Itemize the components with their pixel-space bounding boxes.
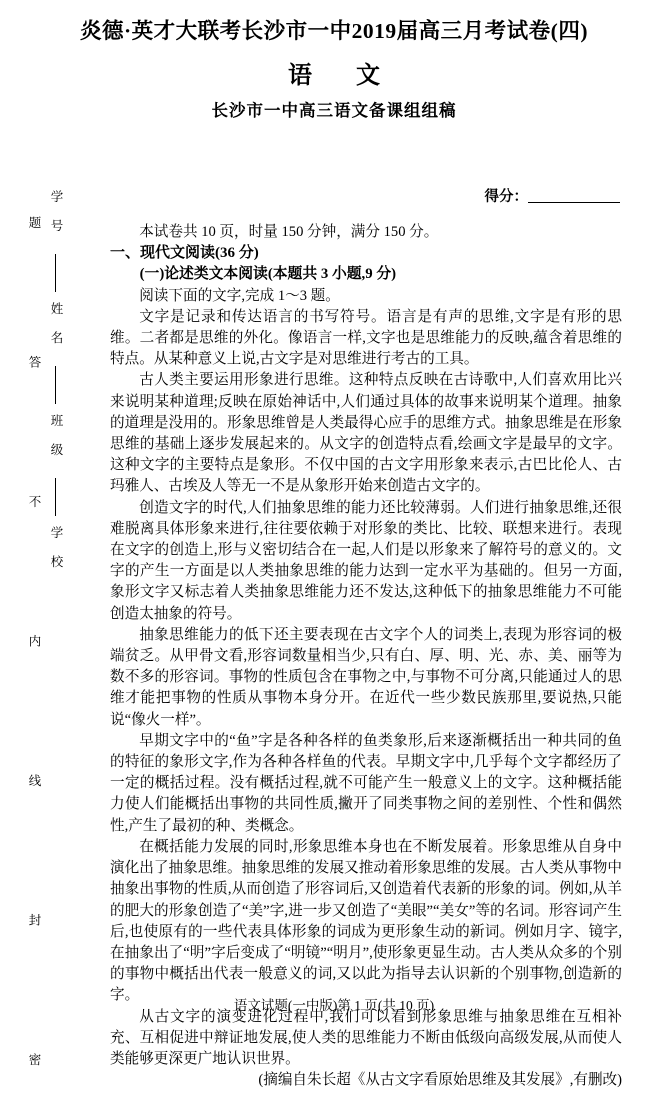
document-body bbox=[110, 222, 622, 1091]
instructions-line: 本试卷共 10 页，时量 150 分钟，满分 150 分。 bbox=[139, 224, 439, 240]
seal-field-xuexiao: 学 校 bbox=[49, 526, 63, 570]
seal-words: 题 答 不 内 线 封 密 bbox=[27, 216, 41, 1100]
seal-rule-1 bbox=[55, 254, 56, 292]
paragraph-6: 在概括能力发展的同时,形象思维本身也在不断发展着。形象思维从自身中演化出了抽象思维。抽象思维的发展又推动着形象思维的发展。古人类从事物中抽象出事物的性质,从而创造了形容词后,又创造着代表新的形象的词。例如,从羊的肥大的形象创造了“美”字,进一步又创造了“美眼”“美女”等的名词。形容词产生后,也使原有的一些代表具体形象的词成为更形象生动的新词。例如月字、镜字,在抽象出了“明”字后变成了“明镜”“明月”,使形象更显生动。古人类从众多的个别的事物中概括出代表一般意义的词,又以此为指导去认识新的个别事物,创造新的字。 bbox=[110, 838, 622, 1004]
paragraph-3: 创造文字的时代,人们抽象思维的能力还比较薄弱。人们进行抽象思维,还很难脱离具体形象来进行,往往要依赖于对形象的类比、比较、联想来进行。表现在文字的创造上,形与义密切结合在一起,人们是以形象来了解符号的意义的。文字的产生一方面是以人类抽象思维的能力达到一定水平为基础的。但另一方面,象形文字又标志着人类抽象思维能力还不发达,这种低下的抽象思维能力不可能创造太抽象的符号。 bbox=[110, 499, 622, 622]
section-heading-one: 一、现代文阅读(36 分) bbox=[110, 245, 259, 262]
subject-title: 语 文 bbox=[288, 63, 390, 89]
paragraph-2: 古人类主要运用形象进行思维。这种特点反映在古诗歌中,人们喜欢用比兴来说明某种道理;反映在原始神话中,人们通过具体的故事来说明某个道理。抽象的道理是没用的。形象思维曾是人类最得心应手的思维方式。抽象思维是在形象思维的基础上逐步发展起来的。从文字的创造特点看,绘画文字是最早的文字。这种文字的主要特点是象形。不仅中国的古文字用形象来表示,古巴比伦人、古玛雅人、古埃及人等无一不是从象形开始来创造古文字的。 bbox=[110, 372, 622, 495]
seal-field-xuehao: 学 号 bbox=[49, 190, 63, 234]
seal-rule-3 bbox=[55, 478, 56, 516]
score-blank bbox=[528, 188, 620, 203]
seal-field-banji: 班 级 bbox=[49, 414, 63, 458]
paragraph-1: 文字是记录和传达语言的书写符号。语言是有声的思维,文字是有形的思维。二者都是思维的外化。像语言一样,文字也是思维能力的反映,蕴含着思维的特点。从某种意义上说,古文字是对思维进行考古的工具。 bbox=[110, 308, 622, 368]
paragraph-7: 从古文字的演变进化过程中,我们可以看到形象思维与抽象思维在互相补充、互相促进中辩证地发展,使人类的思维能力不断由低级向高级发展,从而使人类能够更深更广地认识世界。 bbox=[110, 1008, 622, 1067]
reading-prompt: 阅读下面的文字,完成 1～3 题。 bbox=[139, 287, 340, 304]
paragraph-5: 早期文字中的“鱼”字是各种各样的鱼类象形,后来逐渐概括出一种共同的鱼的特征的象形文字,作为各种各样鱼的代表。早期文字中,几乎每个文字都经历了一定的概括过程。没有概括过程,就不可能产生一般意义上的文字。这种概括能力使人们能概括出事物的共同性质,撇开了同类事物之间的差别性、个性和偶然性,产生了最初的种、类概念。 bbox=[110, 732, 622, 834]
seal-column-fields bbox=[46, 190, 66, 950]
organization-line: 长沙市一中高三语文备课组组稿 bbox=[211, 101, 457, 120]
page-title: 炎德·英才大联考长沙市一中2019届高三月考试卷(四) bbox=[80, 19, 588, 43]
seal-column-words bbox=[24, 190, 44, 1100]
seal-rule-2 bbox=[55, 366, 56, 404]
seal-bar bbox=[10, 190, 70, 1100]
seal-field-xingming: 姓 名 bbox=[49, 302, 63, 346]
score-label: 得分： bbox=[484, 189, 528, 205]
page-footer: 语文试题(一中版)第 1 页(共 10 页) bbox=[233, 998, 435, 1013]
score-field bbox=[485, 185, 621, 206]
paragraph-4: 抽象思维能力的低下还主要表现在古文字个人的词类上,表现为形容词的极端贫乏。从甲骨文看,形容词数量相当少,只有白、厚、明、光、赤、美、丽等为数不多的形容词。事物的性质包含在事物之中,与事物不可分离,只能通过人的思维才能把事物的性质从事物本身分开。在近代一些少数民族那里,要说热,只能说“像火一样”。 bbox=[110, 626, 622, 728]
subsection-heading-one: (一)论述类文本阅读(本题共 3 小题,9 分) bbox=[139, 266, 397, 283]
source-note: (摘编自朱长超《从古文字看原始思维及其发展》,有删改) bbox=[258, 1072, 622, 1089]
